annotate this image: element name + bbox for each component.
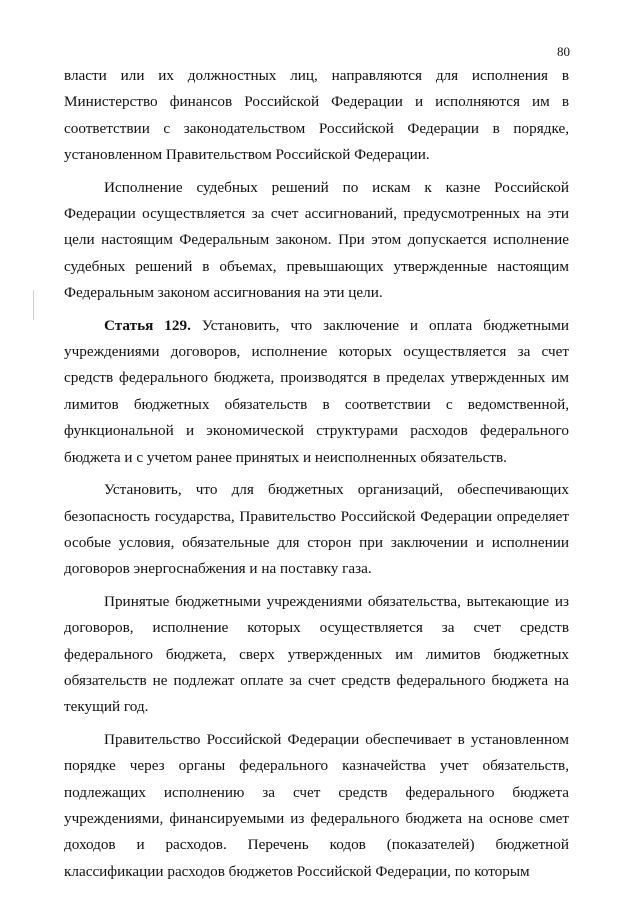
paragraph-text: Принятые бюджетными учреждениями обязательства, вытекающие из договоров, исполнение которых осуществляется за счет средств федерального бюджета, сверх утвержденных им лимитов бюджетных обязательств не подлежат оплате за счет средств федерального бюджета на текущий год.: [64, 592, 569, 716]
page-number: 80: [557, 44, 570, 59]
paragraph-continuation: [64, 63, 569, 169]
document-body: [64, 63, 569, 885]
paragraph-text: Установить, что заключение и оплата бюджетными учреждениями договоров, исполнение которых осуществляется за счет средств федерального бюджета, производятся в пределах утвержденных им лимитов бюджетных обязательств в соответствии с ведомственной, функциональной и экономической структурами расходов федерального бюджета и с учетом ранее принятых и неисполненных обязательств.: [64, 316, 570, 466]
article-heading: Статья 129.: [104, 316, 191, 334]
paragraph-text: Исполнение судебных решений по искам к казне Российской Федерации осуществляется за счет ассигнований, предусмотренных на эти цели настоящим Федеральным законом. При этом допускается исполнение судебных решений в объемах, превышающих утвержденные настоящим Федеральным законом ассигнования на эти цели.: [64, 178, 569, 302]
paragraph-court-decisions: [64, 175, 569, 307]
paragraph-article-129: [64, 313, 569, 471]
paragraph-text: Правительство Российской Федерации обеспечивает в установленном порядке через органы федерального казначейства учет обязательств, подлежащих исполнению за счет средств федерального бюджета учреждениями, финансируемыми из федерального бюджета на основе смет доходов и расходов. Перечень кодов (показателей) бюджетной классификации расходов бюджетов Российской Федерации, по которым: [64, 730, 569, 880]
paragraph-text: Установить, что для бюджетных организаций, обеспечивающих безопасность государства, Правительство Российской Федерации определяет особые условия, обязательные для сторон при заключении и исполнении договоров энергоснабжения и на поставку газа.: [64, 481, 569, 578]
paragraph-security-organizations: [64, 477, 569, 583]
paragraph-treasury-accounting: [64, 727, 569, 885]
paragraph-text: власти или их должностных лиц, направляются для исполнения в Министерство финансов Российской Федерации и исполняются им в соответствии с законодательством Российской Федерации в порядке, установленном Правительством Российской Федерации.: [64, 67, 569, 164]
paragraph-obligations: [64, 589, 569, 721]
margin-scan-mark: [33, 290, 34, 320]
